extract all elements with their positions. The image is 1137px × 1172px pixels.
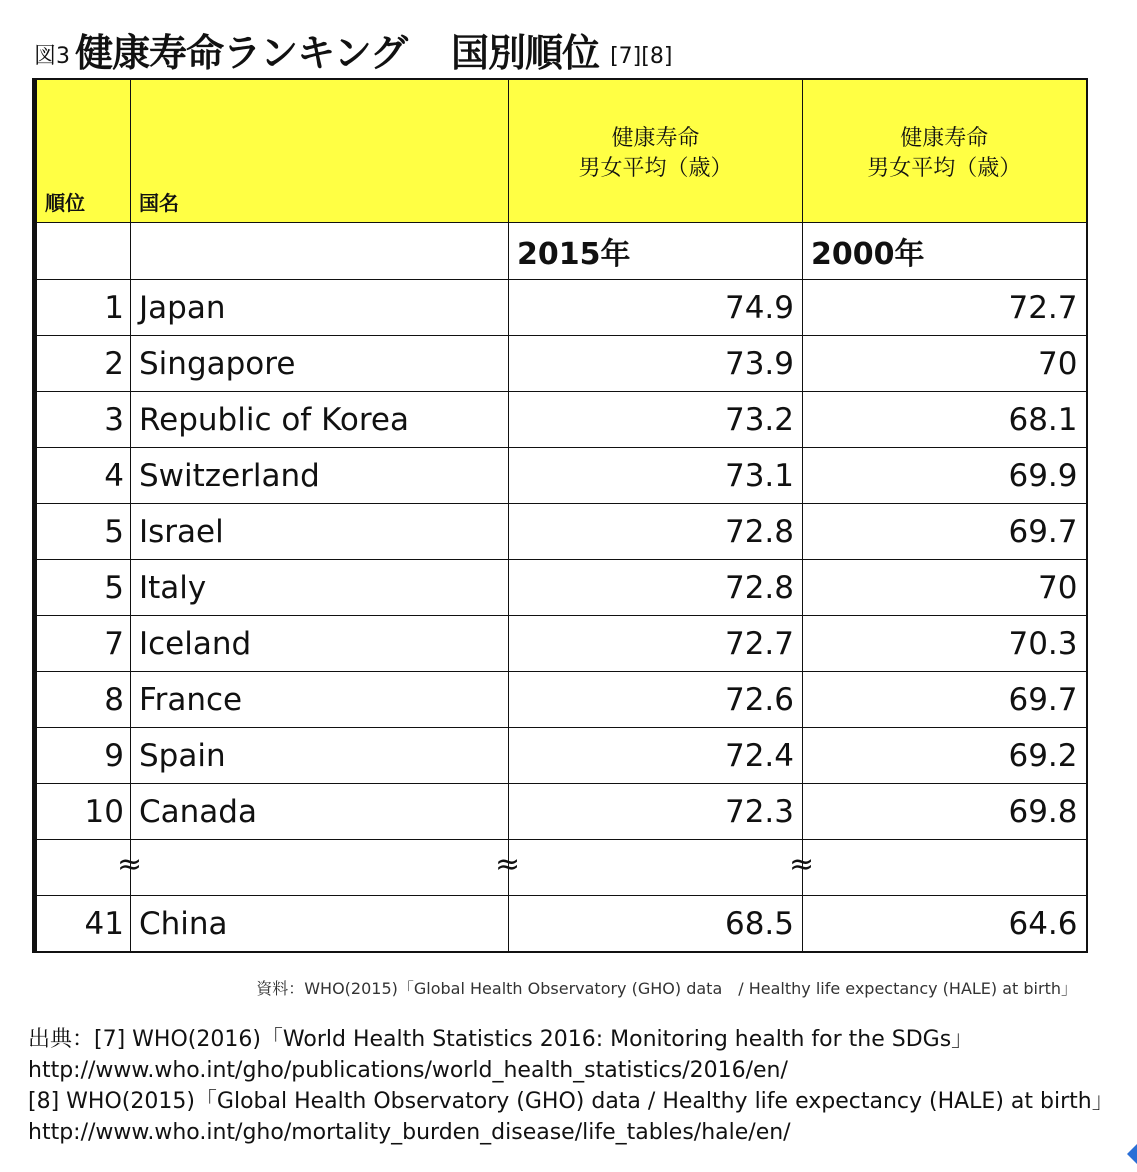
- omission-symbol: ≈: [117, 847, 143, 882]
- value-2015-cell: 73.9: [509, 336, 803, 392]
- country-cell: Spain: [131, 728, 509, 784]
- value-2015-cell: 72.8: [509, 560, 803, 616]
- table-header-row: [35, 79, 1087, 223]
- source-url-1: http://www.who.int/gho/publications/world_health_statistics/2016/en/: [28, 1058, 788, 1083]
- value-2015-cell: 73.1: [509, 448, 803, 504]
- table-body: [35, 280, 1087, 840]
- header-rank-cell: [35, 79, 131, 223]
- table-row: [35, 672, 1087, 728]
- rank-cell: 5: [35, 560, 131, 616]
- country-cell: Republic of Korea: [131, 392, 509, 448]
- country-cell: Canada: [131, 784, 509, 840]
- ranking-table-wrapper: [32, 78, 1084, 962]
- header-2015-cell: [509, 79, 803, 223]
- page-title: [34, 22, 673, 75]
- header-2015-line2: 男女平均（歳）: [578, 156, 733, 181]
- year-row: [35, 223, 1087, 280]
- source-url-2: http://www.who.int/gho/mortality_burden_disease/life_tables/hale/en/: [28, 1120, 791, 1145]
- country-cell: Switzerland: [131, 448, 509, 504]
- rank-cell: 8: [35, 672, 131, 728]
- year-2015: 2015年: [509, 223, 803, 280]
- gap-cell-2000: [789, 840, 1087, 896]
- header-2015-line1: 健康寿命: [611, 126, 700, 151]
- rank-cell: 10: [35, 784, 131, 840]
- header-2000-line2: 男女平均（歳）: [867, 156, 1022, 181]
- header-rank: 順位: [45, 191, 85, 215]
- table-row: [35, 728, 1087, 784]
- value-2000-cell: 69.2: [803, 728, 1087, 784]
- sources-block: [28, 1024, 1114, 1148]
- value-2000-cell: 64.6: [803, 896, 1087, 953]
- header-country: 国名: [139, 191, 179, 215]
- table-row: [35, 280, 1087, 336]
- value-2015-cell: 72.3: [509, 784, 803, 840]
- country-cell: Israel: [131, 504, 509, 560]
- table-row: [35, 616, 1087, 672]
- country-cell: Iceland: [131, 616, 509, 672]
- table-row: [35, 784, 1087, 840]
- value-2000-cell: 69.8: [803, 784, 1087, 840]
- value-2015-cell: 73.2: [509, 392, 803, 448]
- source-line-2: [8] WHO(2015)「Global Health Observatory (GHO) data / Healthy life expectancy (HALE) at birth」: [28, 1089, 1114, 1114]
- value-2000-cell: 69.7: [803, 504, 1087, 560]
- rank-cell: 1: [35, 280, 131, 336]
- header-2000-cell: [803, 79, 1087, 223]
- year-2000: 2000年: [803, 223, 1087, 280]
- header-2000-line1: 健康寿命: [900, 126, 989, 151]
- country-cell: Singapore: [131, 336, 509, 392]
- country-cell: Japan: [131, 280, 509, 336]
- table-gap-row: [35, 840, 1087, 896]
- title-refs: [7][8]: [610, 44, 673, 69]
- table-row: [35, 392, 1087, 448]
- value-2000-cell: 70.3: [803, 616, 1087, 672]
- value-2000-cell: 68.1: [803, 392, 1087, 448]
- rank-cell: 2: [35, 336, 131, 392]
- table-row: [35, 504, 1087, 560]
- gap-cell-name: [117, 840, 509, 896]
- ranking-table: [32, 78, 1088, 953]
- rank-cell: 41: [35, 896, 131, 953]
- title-subtitle: 国別順位: [450, 31, 599, 75]
- corner-arrow-icon: [1127, 1144, 1137, 1164]
- value-2015-cell: 72.6: [509, 672, 803, 728]
- country-cell: Italy: [131, 560, 509, 616]
- year-empty-rank: [35, 223, 131, 280]
- country-cell: France: [131, 672, 509, 728]
- table-row: [35, 448, 1087, 504]
- value-2000-cell: 70: [803, 336, 1087, 392]
- value-2015-cell: 72.8: [509, 504, 803, 560]
- year-empty-name: [131, 223, 509, 280]
- gap-cell-2015: [495, 840, 803, 896]
- rank-cell: 4: [35, 448, 131, 504]
- rank-cell: 5: [35, 504, 131, 560]
- table-row: [35, 560, 1087, 616]
- value-2000-cell: 69.7: [803, 672, 1087, 728]
- data-source-note: 資料：WHO(2015)「Global Health Observatory (GHO) data / Healthy life expectancy (HALE) at birth」: [256, 979, 1077, 998]
- title-main: 健康寿命ランキング: [75, 31, 407, 75]
- value-2000-cell: 70: [803, 560, 1087, 616]
- rank-cell: 3: [35, 392, 131, 448]
- value-2015-cell: 74.9: [509, 280, 803, 336]
- country-cell: China: [131, 896, 509, 953]
- value-2015-cell: 68.5: [509, 896, 803, 953]
- source-line-1: 出典：[7] WHO(2016)「World Health Statistics 2016: Monitoring health for the SDGs」: [28, 1027, 974, 1052]
- omission-symbol: ≈: [789, 847, 815, 882]
- table-row: [35, 336, 1087, 392]
- header-country-cell: [131, 79, 509, 223]
- omission-symbol: ≈: [495, 847, 521, 882]
- table-row-china: [35, 896, 1087, 953]
- figure-label: 図3: [34, 44, 70, 69]
- value-2000-cell: 69.9: [803, 448, 1087, 504]
- value-2015-cell: 72.7: [509, 616, 803, 672]
- rank-cell: 9: [35, 728, 131, 784]
- rank-cell: 7: [35, 616, 131, 672]
- value-2000-cell: 72.7: [803, 280, 1087, 336]
- value-2015-cell: 72.4: [509, 728, 803, 784]
